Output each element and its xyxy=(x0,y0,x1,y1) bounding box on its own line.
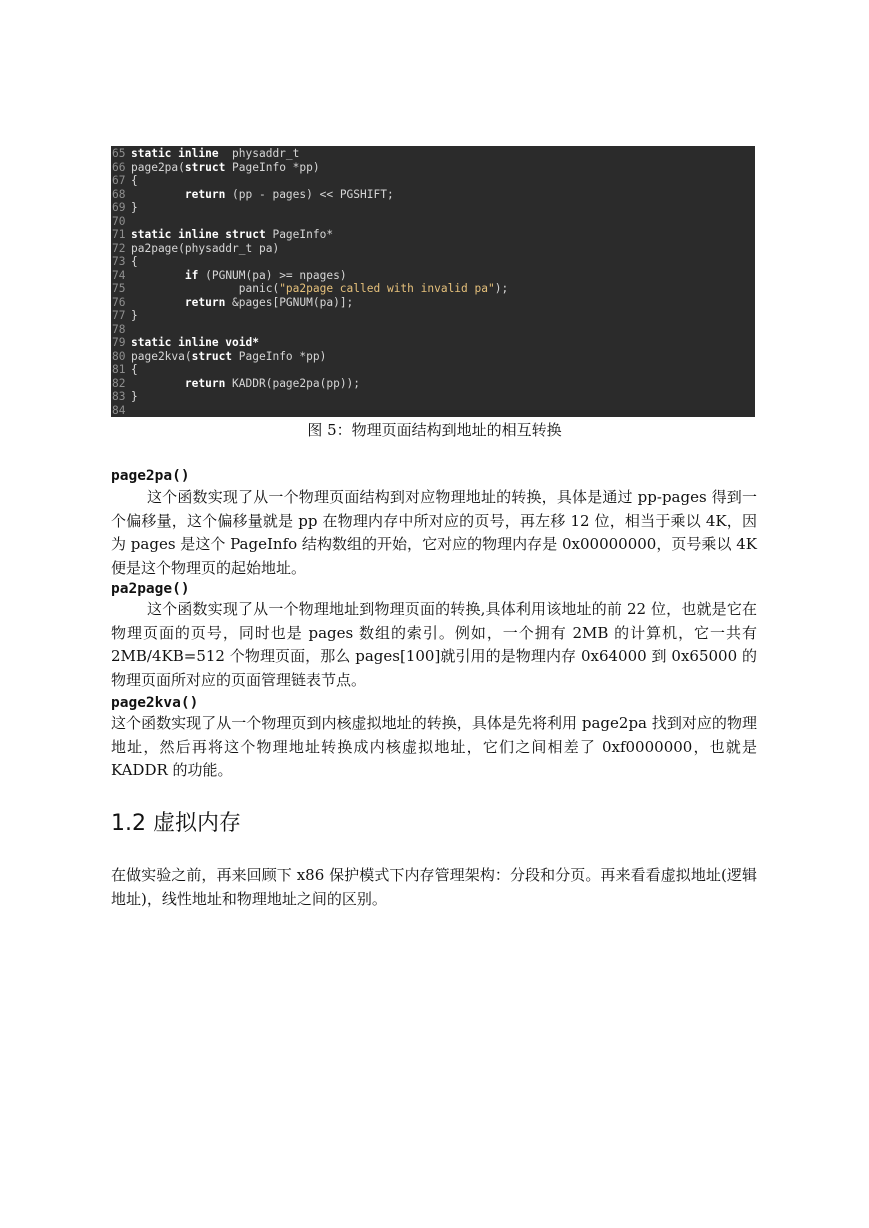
code-text: page2kva(struct PageInfo *pp) xyxy=(131,349,327,363)
code-line xyxy=(111,174,755,188)
code-line xyxy=(111,404,755,418)
code-line xyxy=(111,215,755,229)
code-text: panic("pa2page called with invalid pa"); xyxy=(131,282,509,295)
code-text: static inline physaddr_t xyxy=(131,147,300,160)
line-number: 75 xyxy=(112,282,126,295)
line-number: 80 xyxy=(112,349,126,363)
code-snippet xyxy=(111,146,755,417)
figure-caption: 图 5：物理页面结构到地址的相互转换 xyxy=(307,421,562,439)
line-number: 81 xyxy=(112,363,126,376)
line-number: 82 xyxy=(112,376,126,390)
paragraph-pa2page: 这个函数实现了从一个物理地址到物理页面的转换,具体利用该地址的前 22 位，也就是它在物理页面的页号，同时也是 pages 数组的索引。例如，一个拥有 2MB 的计算机，它一共有 2MB/4KB=512 个物理页面，那么 pages[100]就引用的是物理内存 0x64000 到 0x65000 的物理页面所对应的页面管理链表节点。 xyxy=(111,600,757,689)
code-line xyxy=(111,242,755,256)
line-number: 70 xyxy=(112,214,126,228)
code-text: { xyxy=(131,363,138,376)
code-text: if (PGNUM(pa) >= npages) xyxy=(184,268,347,282)
code-line xyxy=(111,282,755,296)
code-text xyxy=(131,323,755,337)
code-line xyxy=(111,350,755,364)
function-heading-page2pa: page2pa() xyxy=(111,468,190,484)
code-text xyxy=(131,404,755,418)
code-text: static inline struct PageInfo* xyxy=(131,228,334,241)
function-heading-page2kva: page2kva() xyxy=(111,695,199,711)
line-number: 72 xyxy=(112,241,126,255)
code-line xyxy=(111,228,755,242)
line-number: 74 xyxy=(112,268,126,282)
paragraph-virtual-memory: 在做实验之前，再来回顾下 x86 保护模式下内存管理架构：分段和分页。再来看看虚拟地址(逻辑地址)，线性地址和物理地址之间的区别。 xyxy=(111,866,757,908)
line-number: 68 xyxy=(112,187,126,201)
line-number: 67 xyxy=(112,174,126,187)
code-text: page2pa(struct PageInfo *pp) xyxy=(131,160,320,174)
paragraph-page2kva: 这个函数实现了从一个物理页到内核虚拟地址的转换，具体是先将利用 page2pa 找到对应的物理地址，然后再将这个物理地址转换成内核虚拟地址，它们之间相差了 0xf0000000，也就是 KADDR 的功能。 xyxy=(111,714,757,779)
code-text xyxy=(131,215,755,229)
line-number: 77 xyxy=(112,309,126,322)
code-text: { xyxy=(131,255,138,268)
code-line xyxy=(111,390,755,404)
line-number: 65 xyxy=(112,147,126,160)
code-line xyxy=(111,296,755,310)
line-number: 69 xyxy=(112,201,126,214)
code-text: pa2page(physaddr_t pa) xyxy=(131,241,280,255)
code-text: return &pages[PGNUM(pa)]; xyxy=(184,295,354,309)
code-line xyxy=(111,201,755,215)
code-line xyxy=(111,255,755,269)
section-title: 1.2 虚拟内存 xyxy=(111,811,241,836)
function-heading-pa2page: pa2page() xyxy=(111,581,190,597)
code-line xyxy=(111,377,755,391)
code-text: } xyxy=(131,390,138,403)
line-number: 79 xyxy=(112,336,126,349)
code-line xyxy=(111,269,755,283)
code-line xyxy=(111,161,755,175)
code-text: } xyxy=(131,309,138,322)
code-line xyxy=(111,147,755,161)
code-text: return KADDR(page2pa(pp)); xyxy=(184,376,361,390)
code-text: } xyxy=(131,201,138,214)
code-line xyxy=(111,336,755,350)
code-line xyxy=(111,188,755,202)
code-line xyxy=(111,363,755,377)
line-number: 73 xyxy=(112,255,126,268)
code-text: { xyxy=(131,174,138,187)
code-line xyxy=(111,309,755,323)
line-number: 78 xyxy=(112,322,126,336)
line-number: 83 xyxy=(112,390,126,403)
line-number: 76 xyxy=(112,295,126,309)
line-number: 66 xyxy=(112,160,126,174)
line-number: 71 xyxy=(112,228,126,241)
code-line xyxy=(111,323,755,337)
code-text: return (pp - pages) << PGSHIFT; xyxy=(184,187,394,201)
code-text: static inline void* xyxy=(131,336,259,349)
line-number: 84 xyxy=(112,403,126,417)
paragraph-page2pa: 这个函数实现了从一个物理页面结构到对应物理地址的转换，具体是通过 pp-pages 得到一个偏移量，这个偏移量就是 pp 在物理内存中所对应的页号，再左移 12 位，相当于乘以 4K，因为 pages 是这个 PageInfo 结构数组的开始，它对应的物理内存是 0x00000000，页号乘以 4K 便是这个物理页的起始地址。 xyxy=(111,488,757,577)
